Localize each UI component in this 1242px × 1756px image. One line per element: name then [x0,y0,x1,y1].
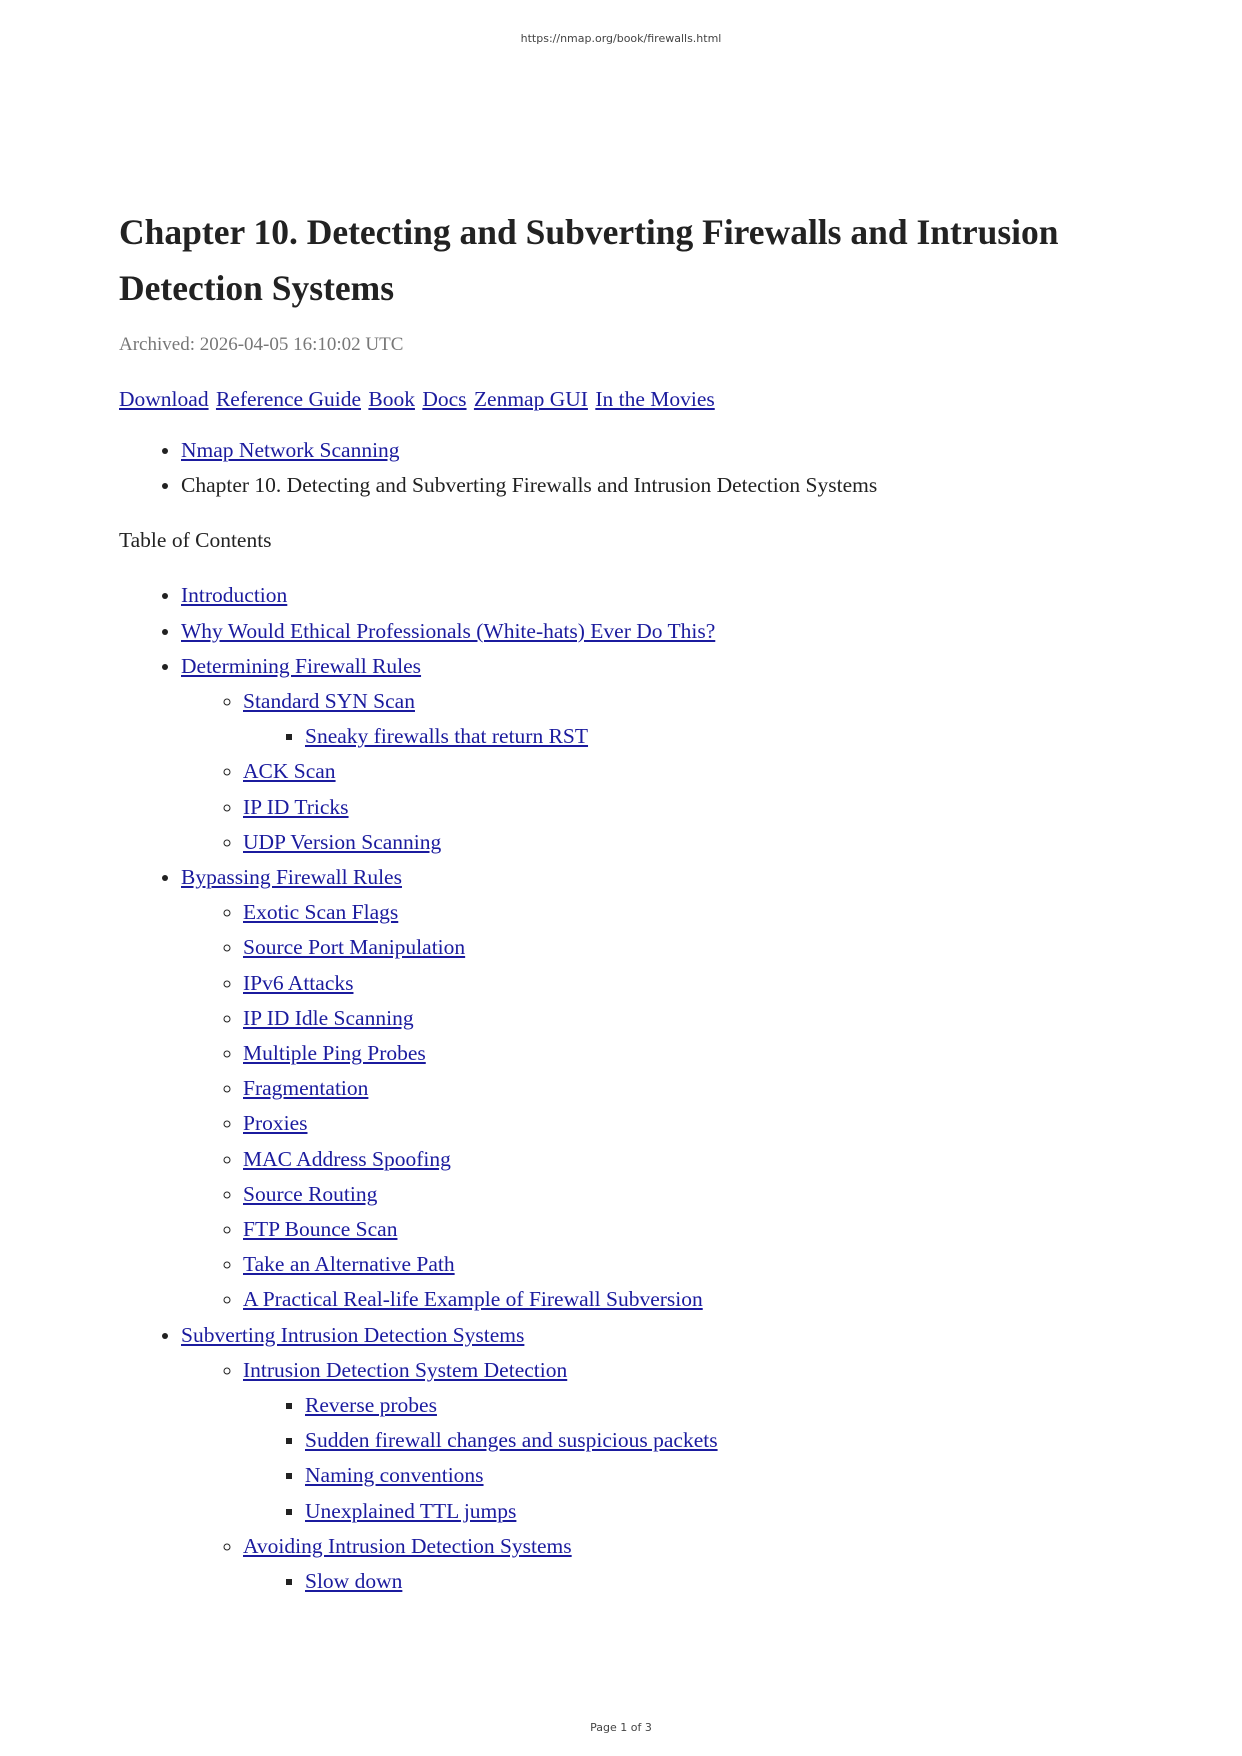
breadcrumb-link[interactable]: Nmap Network Scanning [181,438,400,462]
toc-subitem [243,1142,1119,1177]
toc-subitem [243,1353,1119,1529]
toc-subitem [243,1212,1119,1247]
nav-link-book[interactable]: Book [368,387,415,411]
toc-link[interactable]: Source Port Manipulation [243,935,466,960]
toc-link[interactable]: Exotic Scan Flags [243,900,399,925]
toc-item [181,1318,1119,1600]
toc-subsubitem [305,1458,1119,1493]
toc-link[interactable]: FTP Bounce Scan [243,1217,398,1242]
toc-subitem [243,790,1119,825]
toc-subitem [243,1177,1119,1212]
toc-link[interactable]: Take an Alternative Path [243,1252,455,1277]
toc-link[interactable]: Intrusion Detection System Detection [243,1357,568,1382]
nav-link-reference-guide[interactable]: Reference Guide [215,387,361,411]
toc-link[interactable]: Avoiding Intrusion Detection Systems [243,1533,572,1558]
toc-title: Table of Contents [119,528,272,553]
toc-subitem [243,895,1119,930]
toc-subitem [243,1001,1119,1036]
toc-link[interactable]: Naming conventions [305,1463,484,1488]
breadcrumb-item [181,433,1119,468]
toc-link[interactable]: Multiple Ping Probes [243,1041,426,1066]
toc-link[interactable]: Unexplained TTL jumps [305,1498,517,1523]
nav-link-download[interactable]: Download [119,387,209,411]
toc-link[interactable]: Sneaky firewalls that return RST [305,724,589,749]
toc-sublist [243,1564,1119,1599]
toc-sublist [181,1353,1119,1599]
toc-item [181,649,1119,860]
toc-link[interactable]: IP ID Tricks [243,794,349,819]
toc-subitem [243,1247,1119,1282]
toc-link[interactable]: Slow down [305,1569,403,1594]
toc-subitem [243,1071,1119,1106]
toc-link[interactable]: Source Routing [243,1181,378,1206]
toc-subitem [243,1036,1119,1071]
toc-sublist [243,1388,1119,1529]
toc-subsubitem [305,1423,1119,1458]
page-title: Chapter 10. Detecting and Subverting Firewalls and Intrusion Detection Systems [119,212,1059,308]
toc-link[interactable]: MAC Address Spoofing [243,1146,451,1171]
toc-subitem [243,1106,1119,1141]
toc-link[interactable]: UDP Version Scanning [243,829,442,854]
toc-subitem [243,966,1119,1001]
toc-subitem [243,930,1119,965]
page-url: https://nmap.org/book/firewalls.html [520,32,722,45]
toc-link[interactable]: Introduction [181,583,288,608]
toc-link[interactable]: IPv6 Attacks [243,970,354,995]
toc-sublist [181,684,1119,860]
breadcrumb-current: • Chapter 10. Detecting and Subverting Firewalls and Intrusion Detection Systems [181,468,1119,503]
toc-subsubitem [305,719,1119,754]
toc-link[interactable]: Proxies [243,1111,308,1136]
nav-link-in-the-movies[interactable]: In the Movies [595,387,715,411]
toc-subitem [243,684,1119,754]
toc-subitem [243,1282,1119,1317]
toc-item [181,578,1119,613]
toc-link[interactable]: Subverting Intrusion Detection Systems [181,1322,525,1347]
toc-link[interactable]: IP ID Idle Scanning [243,1005,414,1030]
top-nav [119,385,1119,413]
toc-link[interactable]: Reverse probes [305,1393,437,1418]
page-number: Page 1 of 3 [590,1721,652,1734]
archived-timestamp: Archived: 2026-04-05 16:10:02 UTC [119,334,404,355]
document-content [119,204,1119,1599]
toc-link[interactable]: Standard SYN Scan [243,689,415,714]
toc-item [181,860,1119,1318]
toc-subitem [243,1529,1119,1599]
toc-link[interactable]: Fragmentation [243,1076,369,1101]
toc-sublist [243,719,1119,754]
toc-sublist [181,895,1119,1317]
toc-subsubitem [305,1388,1119,1423]
toc-link[interactable]: ACK Scan [243,759,336,784]
table-of-contents [119,578,1119,1599]
toc-link[interactable]: Bypassing Firewall Rules [181,865,402,890]
toc-subsubitem [305,1564,1119,1599]
toc-item [181,614,1119,649]
toc-subsubitem [305,1494,1119,1529]
breadcrumb [119,433,1119,503]
toc-link[interactable]: A Practical Real-life Example of Firewall Subversion [243,1287,703,1312]
toc-link[interactable]: Sudden firewall changes and suspicious packets [305,1428,718,1453]
nav-link-docs[interactable]: Docs [422,387,467,411]
toc-link[interactable]: Why Would Ethical Professionals (White-hats) Ever Do This? [181,618,716,643]
toc-subitem [243,825,1119,860]
toc-link[interactable]: Determining Firewall Rules [181,653,422,678]
toc-subitem [243,754,1119,789]
nav-link-zenmap-gui[interactable]: Zenmap GUI [473,387,588,411]
